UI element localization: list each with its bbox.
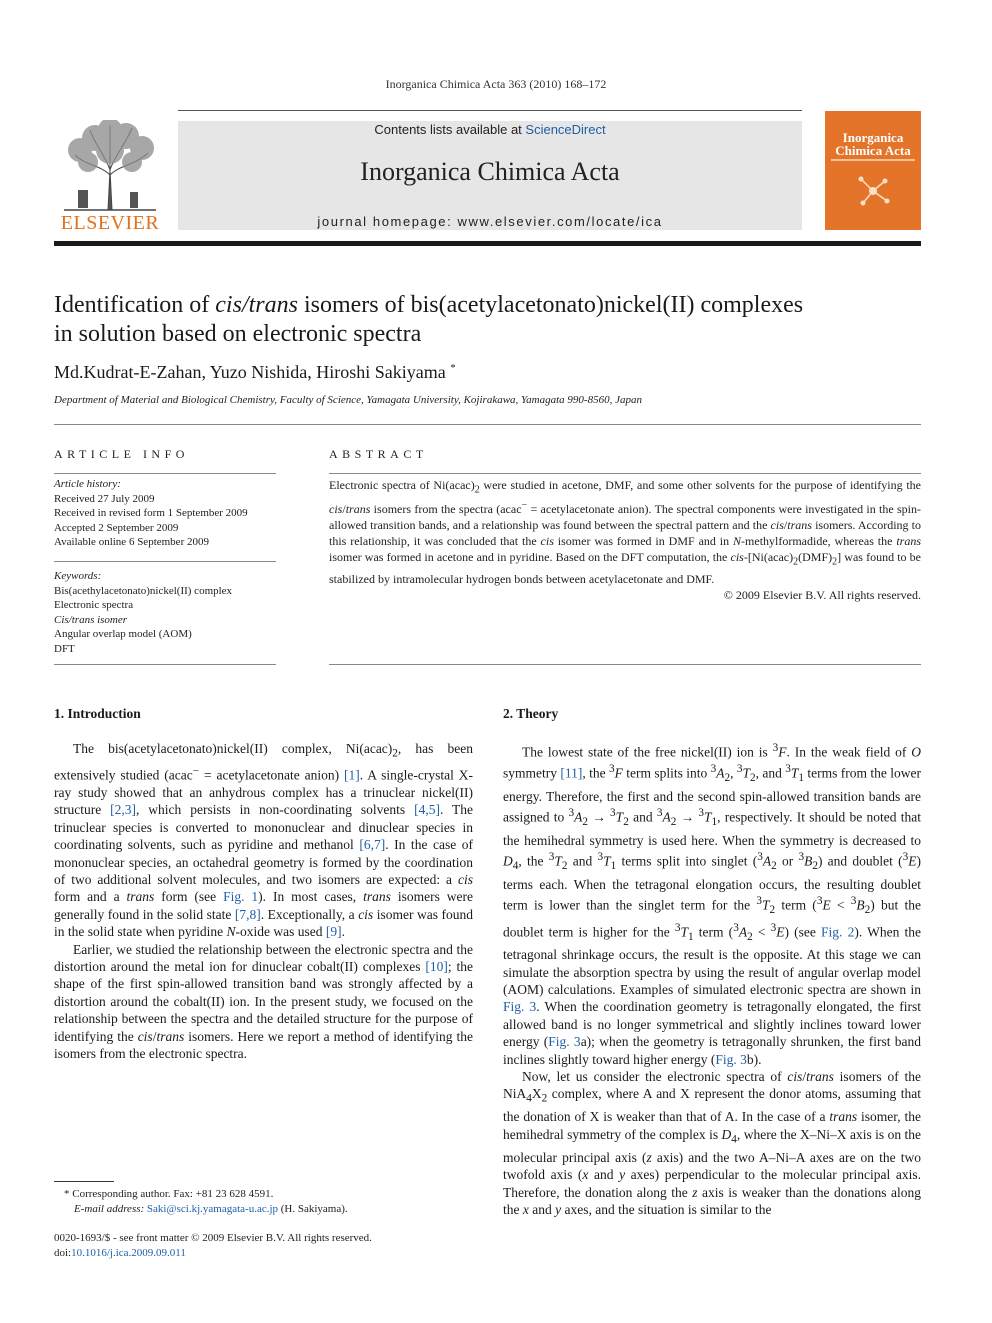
revised-date: Received in revised form 1 September 2009 <box>54 507 248 519</box>
footnote <box>54 1187 474 1217</box>
abstract-copyright: © 2009 Elsevier B.V. All rights reserved. <box>723 587 921 602</box>
keywords-rule <box>54 561 276 562</box>
journal-cover-thumbnail[interactable] <box>825 111 921 230</box>
keyword-item: Cis/trans isomer <box>54 613 128 626</box>
fig-link: Fig. 3 <box>503 999 537 1015</box>
history-label: Article history: <box>54 478 121 490</box>
article-history <box>54 477 284 550</box>
cover-title-line2: Chimica Acta <box>835 143 911 158</box>
title-line1-pre: Identification of <box>54 292 216 318</box>
journal-homepage[interactable]: journal homepage: www.elsevier.com/locate/ica <box>317 214 663 229</box>
affiliation: Department of Material and Biological Chemistry, Faculty of Science, Yamagata University, Kojirakawa, Yamagata 990-8560, Japan <box>54 394 642 406</box>
contents-prefix: Contents lists available at <box>374 122 526 137</box>
elsevier-logo[interactable] <box>54 120 166 236</box>
ref-link: [10] <box>425 959 448 975</box>
paper-title <box>54 291 924 349</box>
abstract-body <box>329 477 921 603</box>
abstract-bottom-rule <box>329 664 921 665</box>
footnote-rule <box>54 1181 114 1182</box>
keywords-label: Keywords: <box>54 570 102 582</box>
journal-title: Inorganica Chimica Acta <box>360 157 620 186</box>
doi-prefix: doi: <box>54 1247 72 1259</box>
keyword-item: Bis(acethylacetonato)nickel(II) complex <box>54 584 233 597</box>
header-bottom-rule <box>54 241 921 246</box>
sciencedirect-link[interactable]: ScienceDirect <box>525 122 606 137</box>
footnote-mark: * <box>64 1188 70 1200</box>
email-owner: (H. Sakiyama). <box>278 1203 348 1215</box>
theory-body <box>503 740 921 1219</box>
fig-link: Fig. 3 <box>548 1034 581 1050</box>
author-list <box>54 362 456 383</box>
doi-line <box>54 1246 372 1261</box>
fig-link: Fig. 3 <box>715 1051 747 1067</box>
article-info-heading: ARTICLE INFO <box>54 447 189 461</box>
email-label: E-mail address: <box>74 1203 147 1215</box>
theory-paragraph: Now, let us consider the electronic spectra of cis/trans isomers of the $NiA_4X_2$ complex, where A and X represent the donor atoms, assuming that the donation of X is weaker than that of A. In the case of a trans isomer, the hemihedral symmetry of the complex is $D_4$, where the X–Ni–X axis is on the molecular principal axis (z axis) and the two A–Ni–A axes are on the two twofold axis (x and y axes) perpendicular to the molecular principal axis. Therefore, the donation along the z axis is weaker than the donations along the x and y axes, and the situation is similar to the <box>503 1068 921 1218</box>
intro-paragraph: Earlier, we studied the relationship between the electronic spectra and the distortion around the metal ion for dinuclear cobalt(II) complexes [10]; the shape of the first spin-allowed transition band was strongly affected by a distortion around the cobalt(II) ion. In the present study, we focused on the relationship between the spectra and the detailed structure for the purpose of identifying the cis/trans isomers. Here we report a method of identifying the isomers from the electronic spectra. <box>54 941 474 1062</box>
contents-line <box>178 121 802 137</box>
ref-link: [7,8] <box>234 906 261 922</box>
authors-text: Md.Kudrat-E-Zahan, Yuzo Nishida, Hiroshi Sakiyama <box>54 362 446 382</box>
received-date: Received 27 July 2009 <box>54 492 155 505</box>
journal-citation: Inorganica Chimica Acta 363 (2010) 168–172 <box>385 77 607 91</box>
elsevier-wordmark: ELSEVIER <box>60 212 160 234</box>
fig-link: Fig. 1 <box>223 889 259 905</box>
article-info-bottom-rule <box>54 664 276 665</box>
cover-title-line1: Inorganica <box>842 130 904 145</box>
article-info-rule <box>54 473 276 474</box>
issn-line: 0020-1693/$ - see front matter © 2009 Elsevier B.V. All rights reserved. <box>54 1232 372 1244</box>
theory-heading: 2. Theory <box>503 706 559 721</box>
elsevier-tree-icon <box>60 120 160 212</box>
title-line1-italic: cis/trans <box>215 292 298 318</box>
ref-link: [4,5] <box>414 802 440 818</box>
ref-link: [9] <box>325 924 342 940</box>
email-link[interactable]: Saki@sci.kj.yamagata-u.ac.jp <box>146 1203 279 1215</box>
abstract-rule <box>329 473 921 474</box>
keyword-item: Electronic spectra <box>54 599 134 611</box>
abstract-text: Electronic spectra of $Ni(acac)_2$ were studied in acetone, DMF, and some other solvents for the purpose of identifying the cis/trans isomers from the spectra (acac− = acetylacetonate anion). The spectral components were investigated in the spin-allowed transition bands, and a relationship was found between the spectral pattern and the cis/trans isomers. According to this relationship, it was concluded that the cis isomer was formed in DMF and in N-methylformadide, whereas the trans isomer was formed in acetone and in pyridine. Based on the DFT computation, the cis-$[Ni(acac)_2(DMF)_2]$ was found to be stabilized by intramolecular hydrogen bonds between acetylacetonate and DMF. <box>329 478 922 586</box>
ref-link: [11] <box>560 765 583 781</box>
cover-molecule-icon <box>853 171 893 211</box>
journal-header-box <box>178 121 802 230</box>
title-line2: in solution based on electronic spectra <box>54 321 422 347</box>
ref-link: [1] <box>343 767 360 783</box>
affiliation-rule <box>54 424 921 425</box>
header-top-rule <box>178 110 802 111</box>
corresponding-author-mark[interactable]: * <box>450 362 456 374</box>
cover-subtitle-bar <box>831 159 915 161</box>
corresponding-author-note: Corresponding author. Fax: +81 23 628 4591. <box>72 1188 274 1200</box>
introduction-heading: 1. Introduction <box>54 706 141 721</box>
title-line1-post: isomers of bis(acetylacetonato)nickel(II) complexes <box>297 292 804 318</box>
intro-paragraph: The bis(acetylacetonato)nickel(II) complex, $Ni(acac)_2$, has been extensively studied (acac− = acetylacetonate anion) [1]. A single-crystal X-ray study showed that an anhydrous complex has a trinuclear nickel(II) structure [2,3], which persists in non-coordinating solvents [4,5]. The trinuclear species is converted to mononuclear and dinuclear species in coordinating solvents, such as pyridine and methanol [6,7]. In the case of mononuclear species, an octahedral geometry is formed by the coordination of two additional solvent molecules, and two isomers are expected: a cis form and a trans form (see Fig. 1). In most cases, trans isomers were generally found in the solid state [7,8]. Exceptionally, a cis isomer was found in the solid state when pyridine N-oxide was used [9]. <box>54 741 474 940</box>
abstract-heading: ABSTRACT <box>329 447 428 461</box>
keyword-item: Angular overlap model (AOM) <box>54 628 192 640</box>
cover-title <box>829 131 917 157</box>
keywords-block <box>54 569 284 656</box>
fig-link: Fig. 2 <box>821 924 855 939</box>
theory-paragraph: The lowest state of the free nickel(II) ion is $^3$F. In the weak field of O symmetry [11], the $^3$F term splits into $^3A_2$, $^3T_2$, and $^3T_1$ terms from the lower energy. Therefore, the first and the second spin-allowed transition bands are assigned to $^3A_2 \to ^3T_2$ and $^3A_2 \to ^3T_1$, respectively. It should be noted that the hemihedral symmetry is used here. When the symmetry is decreased to $D_4$, the $^3T_2$ and $^3T_1$ terms split into singlet ($^3A_2$ or $^3B_2$) and doublet ($^3$E) terms each. When the tetragonal elongation occurs, the resulting doublet term is lower than the singlet term for the $^3T_2$ term $(^3E < ^3B_2)$ but the doublet term is higher for the $^3T_1$ term $(^3A_2 < ^3E)$ (see Fig. 2). When the tetragonal shrinkage occurs, the result is the opposite. At this stage we can simulate the absorption spectra by using the result of angular overlap model (AOM) calculations. Examples of simulated electronic spectra are shown in Fig. 3. When the coordination geometry is tetragonally elongated, the first allowed band is no longer symmetrical and slightly inclines toward lower energy (Fig. 3a); when the geometry is tetragonally shrunken, the first band inclines slightly toward higher energy (Fig. 3b). <box>503 742 922 1067</box>
online-date: Available online 6 September 2009 <box>54 536 209 548</box>
front-matter-info <box>54 1231 372 1261</box>
ref-link: [2,3] <box>110 802 137 818</box>
ref-link: [6,7] <box>359 837 386 853</box>
keyword-item: DFT <box>54 642 75 655</box>
introduction-body <box>54 740 473 1063</box>
doi-link[interactable]: 10.1016/j.ica.2009.09.011 <box>71 1247 186 1259</box>
accepted-date: Accepted 2 September 2009 <box>54 521 179 534</box>
